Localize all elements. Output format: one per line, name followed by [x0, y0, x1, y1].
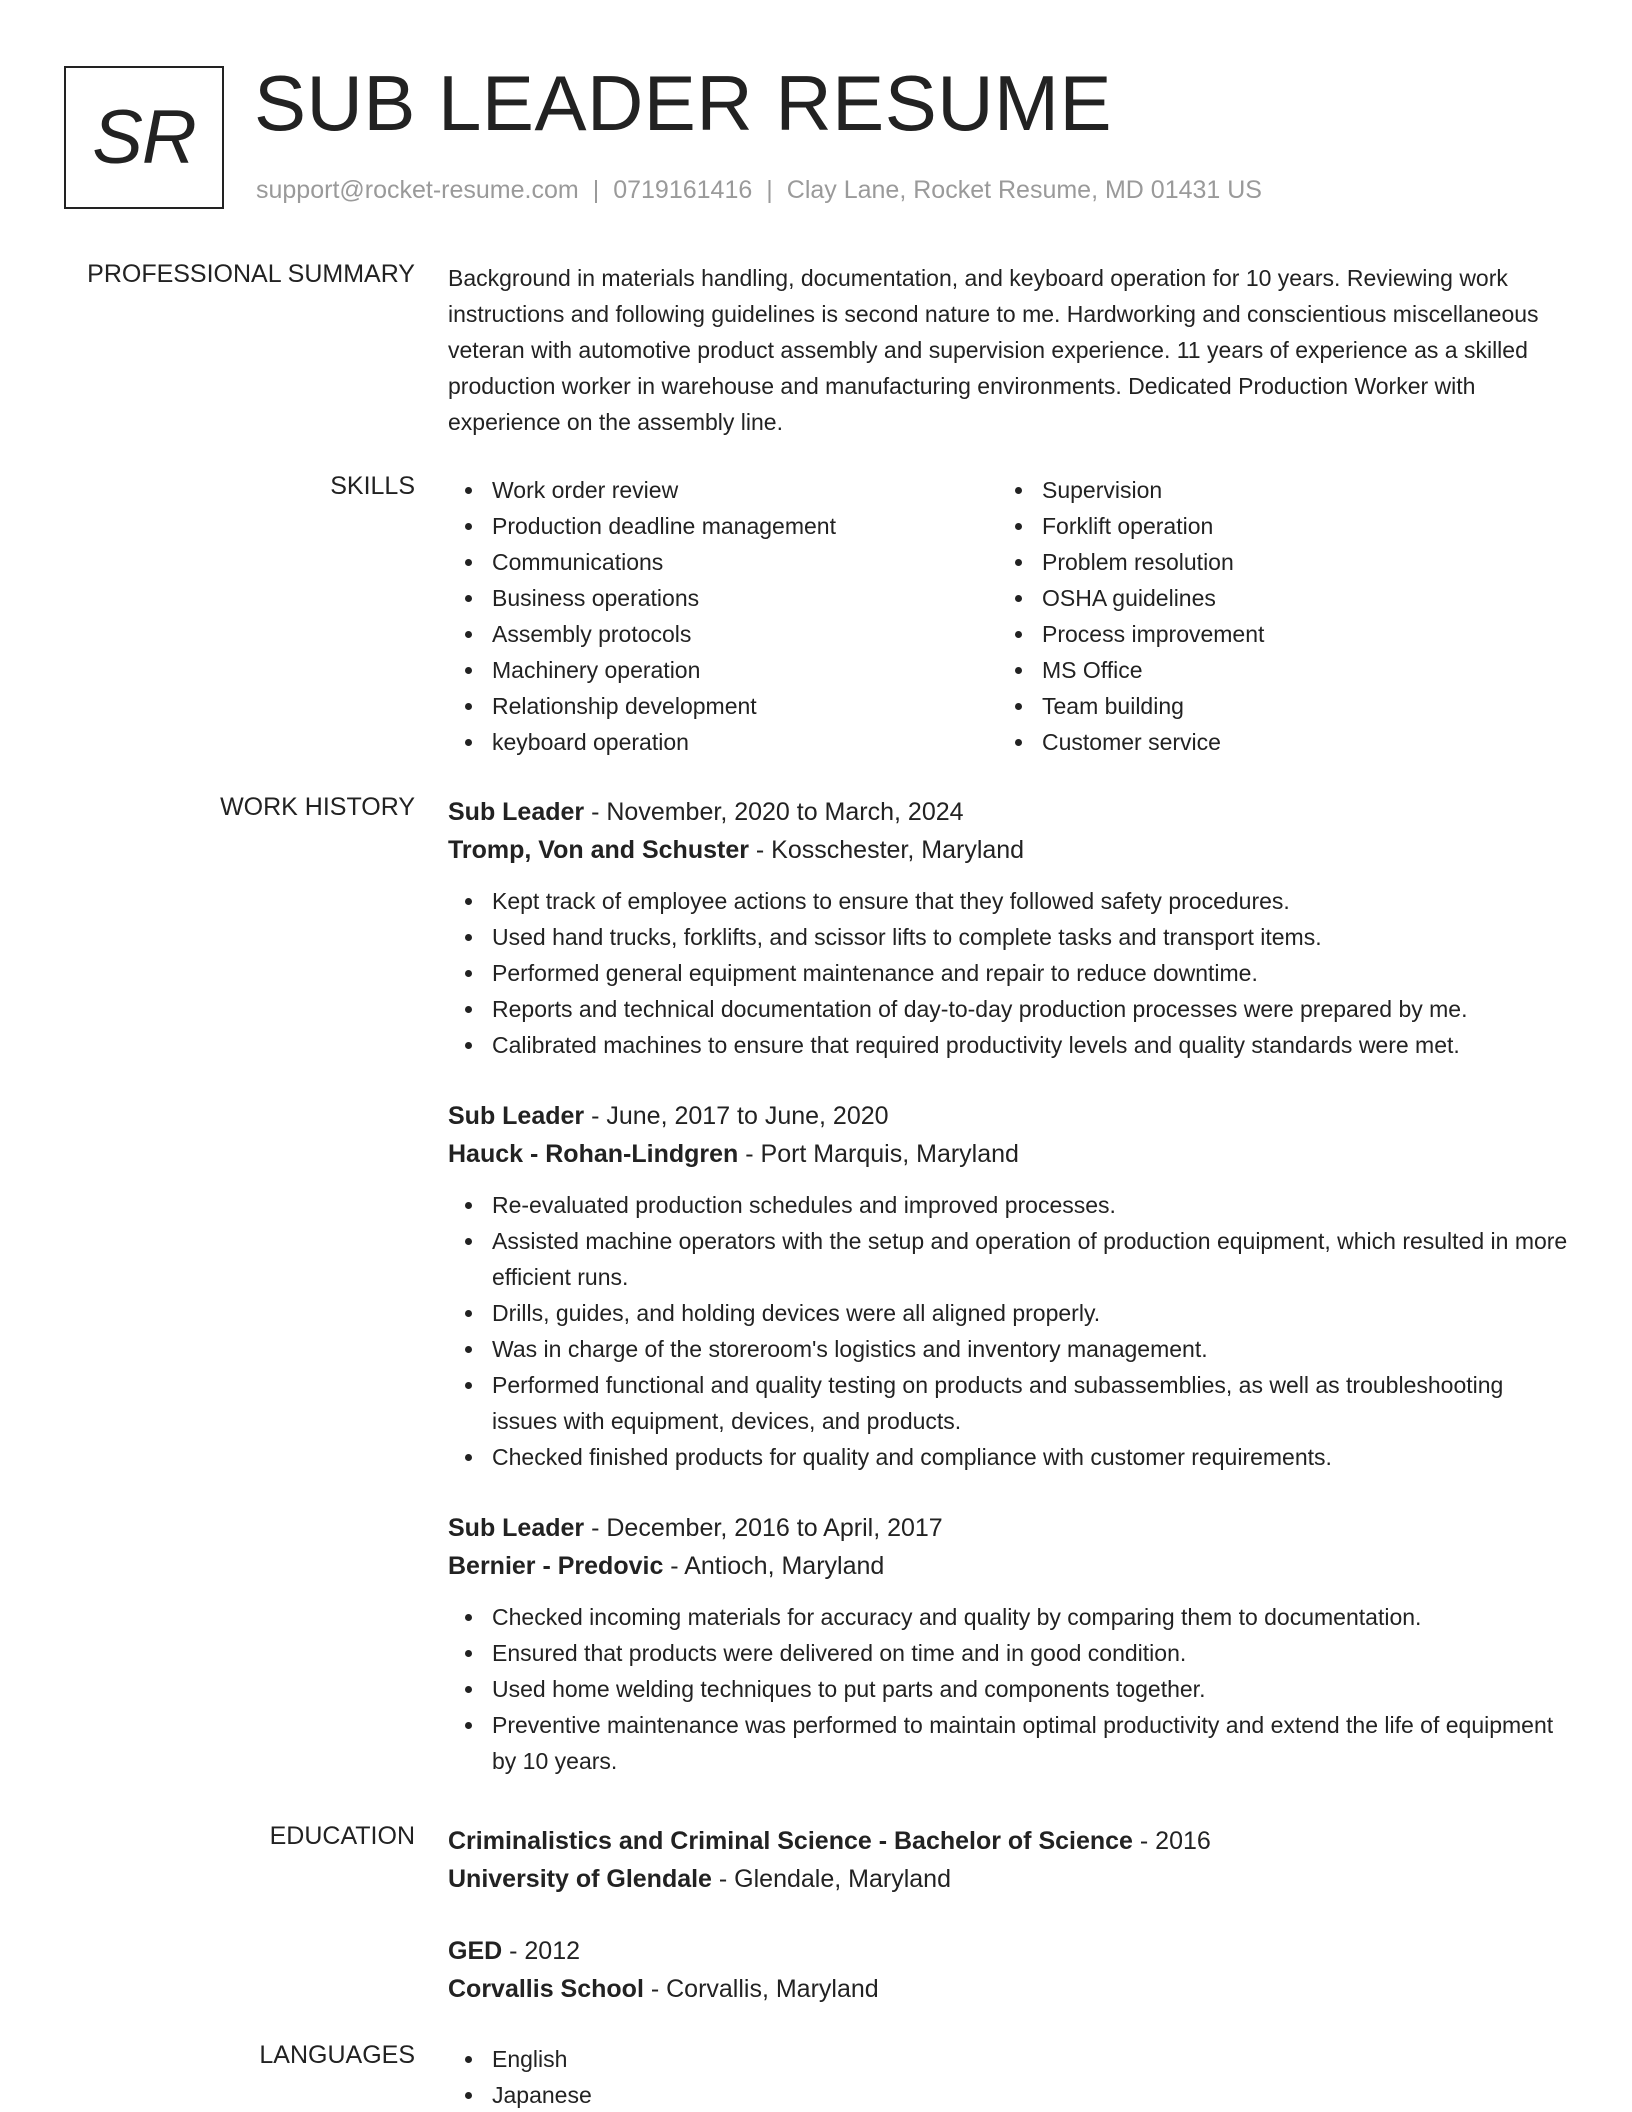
education-degree-line	[448, 1822, 1568, 1860]
job-entry	[448, 793, 1568, 1063]
skill-item: Team building	[998, 688, 1548, 724]
job-company-line	[448, 831, 1568, 869]
job-bullet: Kept track of employee actions to ensure that they followed safety procedures.	[448, 883, 1568, 919]
job-bullet: Reports and technical documentation of day-to-day production processes were prepared by me.	[448, 991, 1568, 1027]
education-degree: GED	[448, 1937, 503, 1965]
job-location: - Antioch, Maryland	[663, 1552, 885, 1580]
job-bullet: Used home welding techniques to put parts and components together.	[448, 1671, 1568, 1707]
jobs-list	[448, 793, 1568, 1813]
skill-item: Problem resolution	[998, 544, 1548, 580]
education-school: University of Glendale	[448, 1865, 712, 1893]
job-bullet: Re-evaluated production schedules and improved processes.	[448, 1187, 1568, 1223]
job-company-line	[448, 1135, 1568, 1173]
education-degree-line	[448, 1932, 1568, 1970]
job-entry	[448, 1509, 1568, 1779]
job-bullet: Calibrated machines to ensure that required productivity levels and quality standards were met.	[448, 1027, 1568, 1063]
education-year: - 2016	[1132, 1827, 1211, 1855]
summary-text: Background in materials handling, documentation, and keyboard operation for 10 years. Reviewing work instructions and following guidelines is second nature to me. Hardworking and conscientious miscellaneous veteran with automotive product assembly and supervision experience. 11 years of experience as a skilled production worker in warehouse and manufacturing environments. Dedicated Production Worker with experience on the assembly line.	[448, 265, 1539, 435]
job-bullet: Performed general equipment maintenance and repair to reduce downtime.	[448, 955, 1568, 991]
page-title: SUB LEADER RESUME	[254, 59, 1113, 147]
job-company: Hauck - Rohan-Lindgren	[448, 1140, 739, 1168]
education-school-line	[448, 1860, 1568, 1898]
job-bullets	[448, 883, 1568, 1063]
languages-list	[448, 2041, 1568, 2112]
job-bullet: Preventive maintenance was performed to maintain optimal productivity and extend the life of equipment by 10 years.	[448, 1707, 1568, 1779]
skill-item: OSHA guidelines	[998, 580, 1548, 616]
contact-email: support@rocket-resume.com	[256, 176, 579, 204]
education-entry	[448, 1932, 1568, 2008]
section-label-languages: LANGUAGES	[259, 2041, 415, 2069]
section-label-skills: SKILLS	[330, 472, 415, 500]
monogram: SR	[64, 66, 224, 209]
skill-item: Work order review	[448, 472, 998, 508]
contact-address: Clay Lane, Rocket Resume, MD 01431 US	[786, 176, 1262, 204]
skill-item: Relationship development	[448, 688, 998, 724]
skills-list-left	[448, 472, 998, 760]
job-title: Sub Leader	[448, 1514, 585, 1542]
job-bullet: Performed functional and quality testing on products and subassemblies, as well as troubleshooting issues with equipment, devices, and products.	[448, 1367, 1568, 1439]
job-title: Sub Leader	[448, 798, 585, 826]
job-bullet: Drills, guides, and holding devices were all aligned properly.	[448, 1295, 1568, 1331]
skill-item: Production deadline management	[448, 508, 998, 544]
job-bullet: Assisted machine operators with the setup and operation of production equipment, which resulted in more efficient runs.	[448, 1223, 1568, 1295]
skill-item: Assembly protocols	[448, 616, 998, 652]
section-label-summary: PROFESSIONAL SUMMARY	[87, 260, 415, 288]
job-bullet: Checked incoming materials for accuracy and quality by comparing them to documentation.	[448, 1599, 1568, 1635]
job-dates: - June, 2017 to June, 2020	[584, 1102, 889, 1130]
job-location: - Kosschester, Maryland	[748, 836, 1025, 864]
skills-columns	[448, 472, 1568, 760]
skill-item: Process improvement	[998, 616, 1548, 652]
section-label-work-history: WORK HISTORY	[220, 793, 415, 821]
contact-line	[256, 176, 1262, 205]
job-bullet: Checked finished products for quality and compliance with customer requirements.	[448, 1439, 1568, 1475]
section-label-education: EDUCATION	[269, 1822, 415, 1850]
contact-separator: |	[592, 176, 600, 204]
job-company-line	[448, 1547, 1568, 1585]
language-item: English	[448, 2041, 1568, 2077]
job-bullet: Used hand trucks, forklifts, and scissor lifts to complete tasks and transport items.	[448, 919, 1568, 955]
education-list	[448, 1822, 1568, 2042]
job-entry	[448, 1097, 1568, 1475]
skill-item: Supervision	[998, 472, 1548, 508]
job-bullet: Was in charge of the storeroom's logistics and inventory management.	[448, 1331, 1568, 1367]
education-degree: Criminalistics and Criminal Science - Bachelor of Science	[448, 1827, 1133, 1855]
language-item: Japanese	[448, 2077, 1568, 2112]
job-bullets	[448, 1599, 1568, 1779]
education-entry	[448, 1822, 1568, 1898]
job-dates: - December, 2016 to April, 2017	[584, 1514, 943, 1542]
skill-item: Communications	[448, 544, 998, 580]
skill-item: Business operations	[448, 580, 998, 616]
education-location: - Corvallis, Maryland	[643, 1975, 879, 2003]
skill-item: MS Office	[998, 652, 1548, 688]
contact-phone: 0719161416	[613, 176, 753, 204]
skills-list-right	[998, 472, 1548, 760]
skill-item: Customer service	[998, 724, 1548, 760]
job-title-line	[448, 1097, 1568, 1135]
job-bullet: Ensured that products were delivered on time and in good condition.	[448, 1635, 1568, 1671]
contact-separator: |	[766, 176, 773, 204]
job-title-line	[448, 1509, 1568, 1547]
skill-item: keyboard operation	[448, 724, 998, 760]
skill-item: Forklift operation	[998, 508, 1548, 544]
job-company: Tromp, Von and Schuster	[448, 836, 749, 864]
job-dates: - November, 2020 to March, 2024	[584, 798, 964, 826]
job-bullets	[448, 1187, 1568, 1475]
job-location: - Port Marquis, Maryland	[738, 1140, 1019, 1168]
education-year: - 2012	[502, 1937, 581, 1965]
job-company: Bernier - Predovic	[448, 1552, 664, 1580]
job-title: Sub Leader	[448, 1102, 585, 1130]
education-location: - Glendale, Maryland	[711, 1865, 951, 1893]
job-title-line	[448, 793, 1568, 831]
skill-item: Machinery operation	[448, 652, 998, 688]
education-school-line	[448, 1970, 1568, 2008]
education-school: Corvallis School	[448, 1975, 644, 2003]
languages-body	[448, 2041, 1568, 2112]
